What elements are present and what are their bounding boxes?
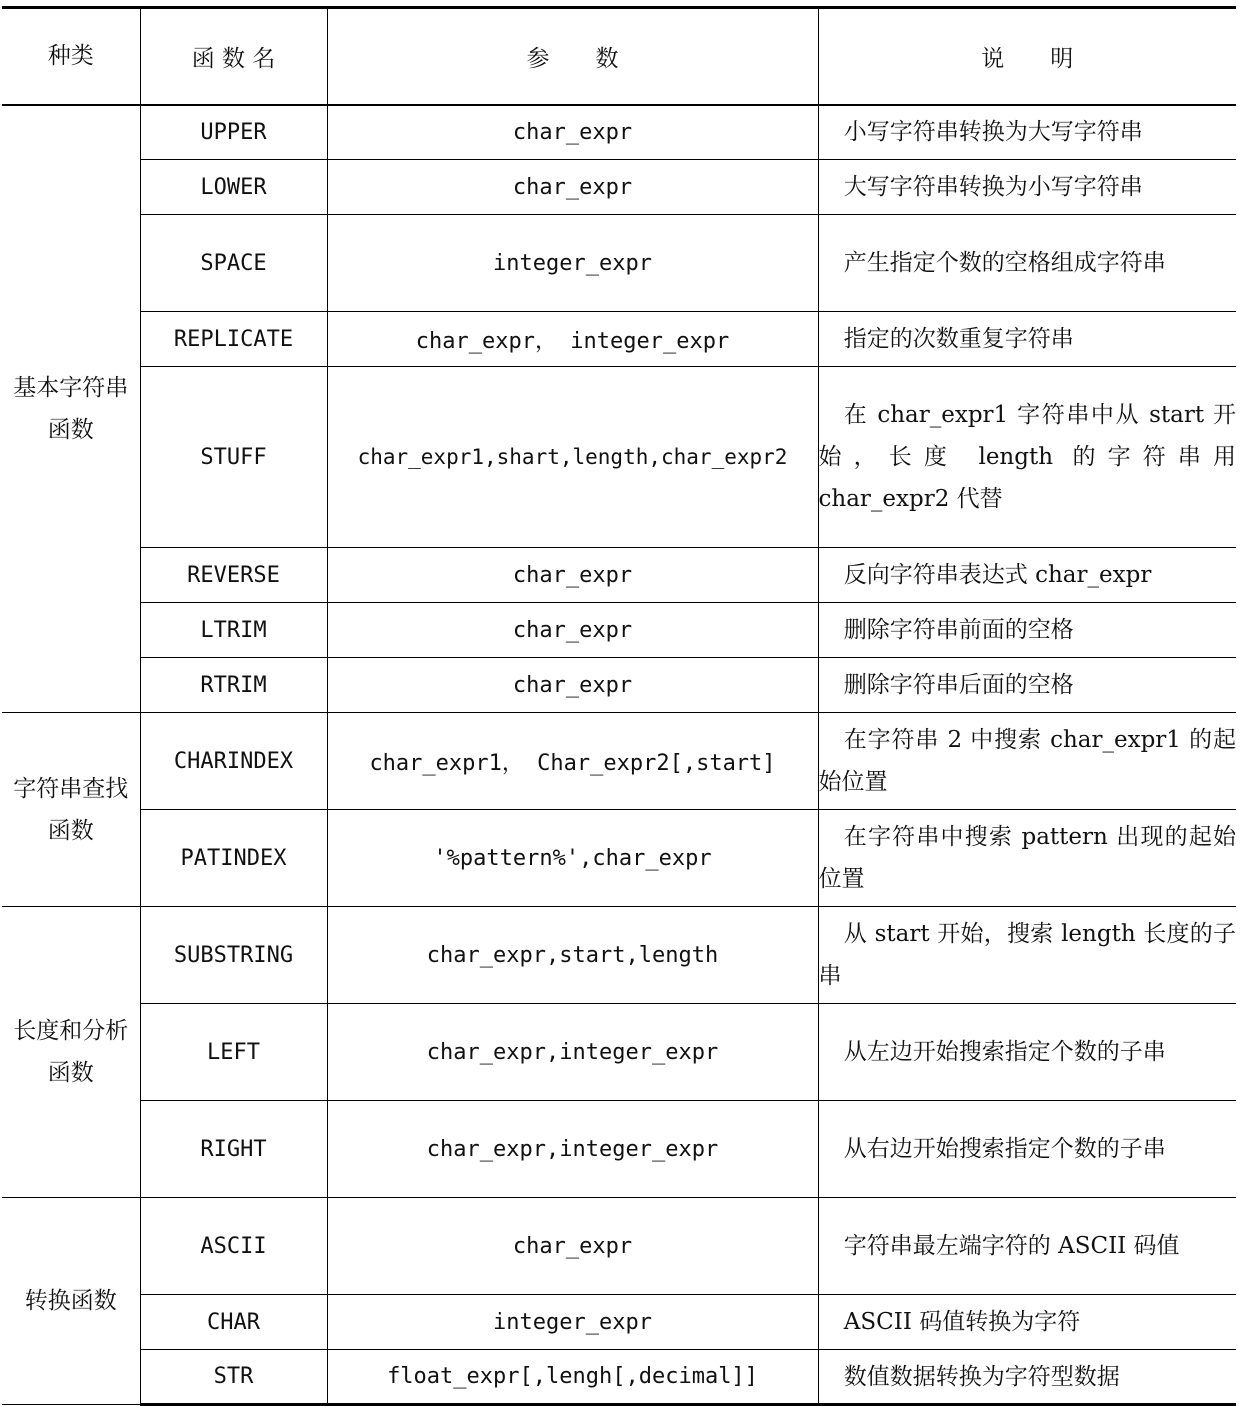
header-row	[2, 8, 1236, 105]
function-desc: 在字符串 2 中搜索 char_expr1 的起始位置	[818, 713, 1236, 810]
function-name: RIGHT	[140, 1101, 327, 1198]
table-row	[2, 603, 1236, 658]
function-name: REVERSE	[140, 548, 327, 603]
header-description: 说 明	[818, 8, 1236, 105]
function-desc: 反向字符串表达式 char_expr	[818, 548, 1236, 603]
function-name: LEFT	[140, 1004, 327, 1101]
function-params: char_expr	[327, 160, 818, 215]
table-row	[2, 1004, 1236, 1101]
table-row	[2, 810, 1236, 907]
function-params: integer_expr	[327, 1295, 818, 1350]
category-length-analysis: 长度和分析函数	[2, 907, 140, 1198]
function-desc: 在字符串中搜索 pattern 出现的起始位置	[818, 810, 1236, 907]
table-row	[2, 160, 1236, 215]
function-params: char_expr	[327, 1198, 818, 1295]
function-params: char_expr,integer_expr	[327, 1004, 818, 1101]
table-row	[2, 658, 1236, 713]
function-name: UPPER	[140, 105, 327, 160]
function-name: RTRIM	[140, 658, 327, 713]
function-desc: 从 start 开始，搜索 length 长度的子串	[818, 907, 1236, 1004]
table-row	[2, 1101, 1236, 1198]
table-row	[2, 215, 1236, 312]
function-name: STUFF	[140, 367, 327, 548]
function-name: CHAR	[140, 1295, 327, 1350]
function-params: float_expr[,lengh[,decimal]]	[327, 1350, 818, 1405]
function-desc: 大写字符串转换为小写字符串	[818, 160, 1236, 215]
function-name: STR	[140, 1350, 327, 1405]
function-desc: 小写字符串转换为大写字符串	[818, 105, 1236, 160]
function-desc: ASCII 码值转换为字符	[818, 1295, 1236, 1350]
function-desc: 指定的次数重复字符串	[818, 312, 1236, 367]
function-params: char_expr	[327, 548, 818, 603]
function-params: char_expr1,shart,length,char_expr2	[327, 367, 818, 548]
function-desc: 在 char_expr1 字符串中从 start 开始，长度 length 的字符串用 char_expr2 代替	[818, 367, 1236, 548]
function-params: char_expr,start,length	[327, 907, 818, 1004]
function-name: SPACE	[140, 215, 327, 312]
function-name: SUBSTRING	[140, 907, 327, 1004]
function-desc: 数值数据转换为字符型数据	[818, 1350, 1236, 1405]
function-params: char_expr,integer_expr	[327, 1101, 818, 1198]
function-params: char_expr	[327, 105, 818, 160]
header-parameters: 参 数	[327, 8, 818, 105]
function-params: '%pattern%',char_expr	[327, 810, 818, 907]
function-table	[2, 6, 1236, 1406]
function-params: char_expr， integer_expr	[327, 312, 818, 367]
function-desc: 产生指定个数的空格组成字符串	[818, 215, 1236, 312]
function-desc: 从右边开始搜索指定个数的子串	[818, 1101, 1236, 1198]
function-desc: 删除字符串后面的空格	[818, 658, 1236, 713]
table-row	[2, 713, 1236, 810]
function-name: LOWER	[140, 160, 327, 215]
table-row	[2, 312, 1236, 367]
table-row	[2, 1295, 1236, 1350]
function-name: PATINDEX	[140, 810, 327, 907]
function-desc: 从左边开始搜索指定个数的子串	[818, 1004, 1236, 1101]
function-name: REPLICATE	[140, 312, 327, 367]
header-function-name: 函 数 名	[140, 8, 327, 105]
function-params: integer_expr	[327, 215, 818, 312]
category-basic-string: 基本字符串函数	[2, 105, 140, 713]
table-row	[2, 1198, 1236, 1295]
table-row	[2, 548, 1236, 603]
table-row	[2, 105, 1236, 160]
function-params: char_expr	[327, 603, 818, 658]
function-name: LTRIM	[140, 603, 327, 658]
function-desc: 删除字符串前面的空格	[818, 603, 1236, 658]
table-row	[2, 1350, 1236, 1405]
table-row	[2, 367, 1236, 548]
category-conversion: 转换函数	[2, 1198, 140, 1405]
function-desc: 字符串最左端字符的 ASCII 码值	[818, 1198, 1236, 1295]
category-string-search: 字符串查找函数	[2, 713, 140, 907]
table-row	[2, 907, 1236, 1004]
function-params: char_expr1， Char_expr2[,start]	[327, 713, 818, 810]
function-params: char_expr	[327, 658, 818, 713]
header-category: 种类	[2, 8, 140, 105]
function-name: ASCII	[140, 1198, 327, 1295]
function-name: CHARINDEX	[140, 713, 327, 810]
